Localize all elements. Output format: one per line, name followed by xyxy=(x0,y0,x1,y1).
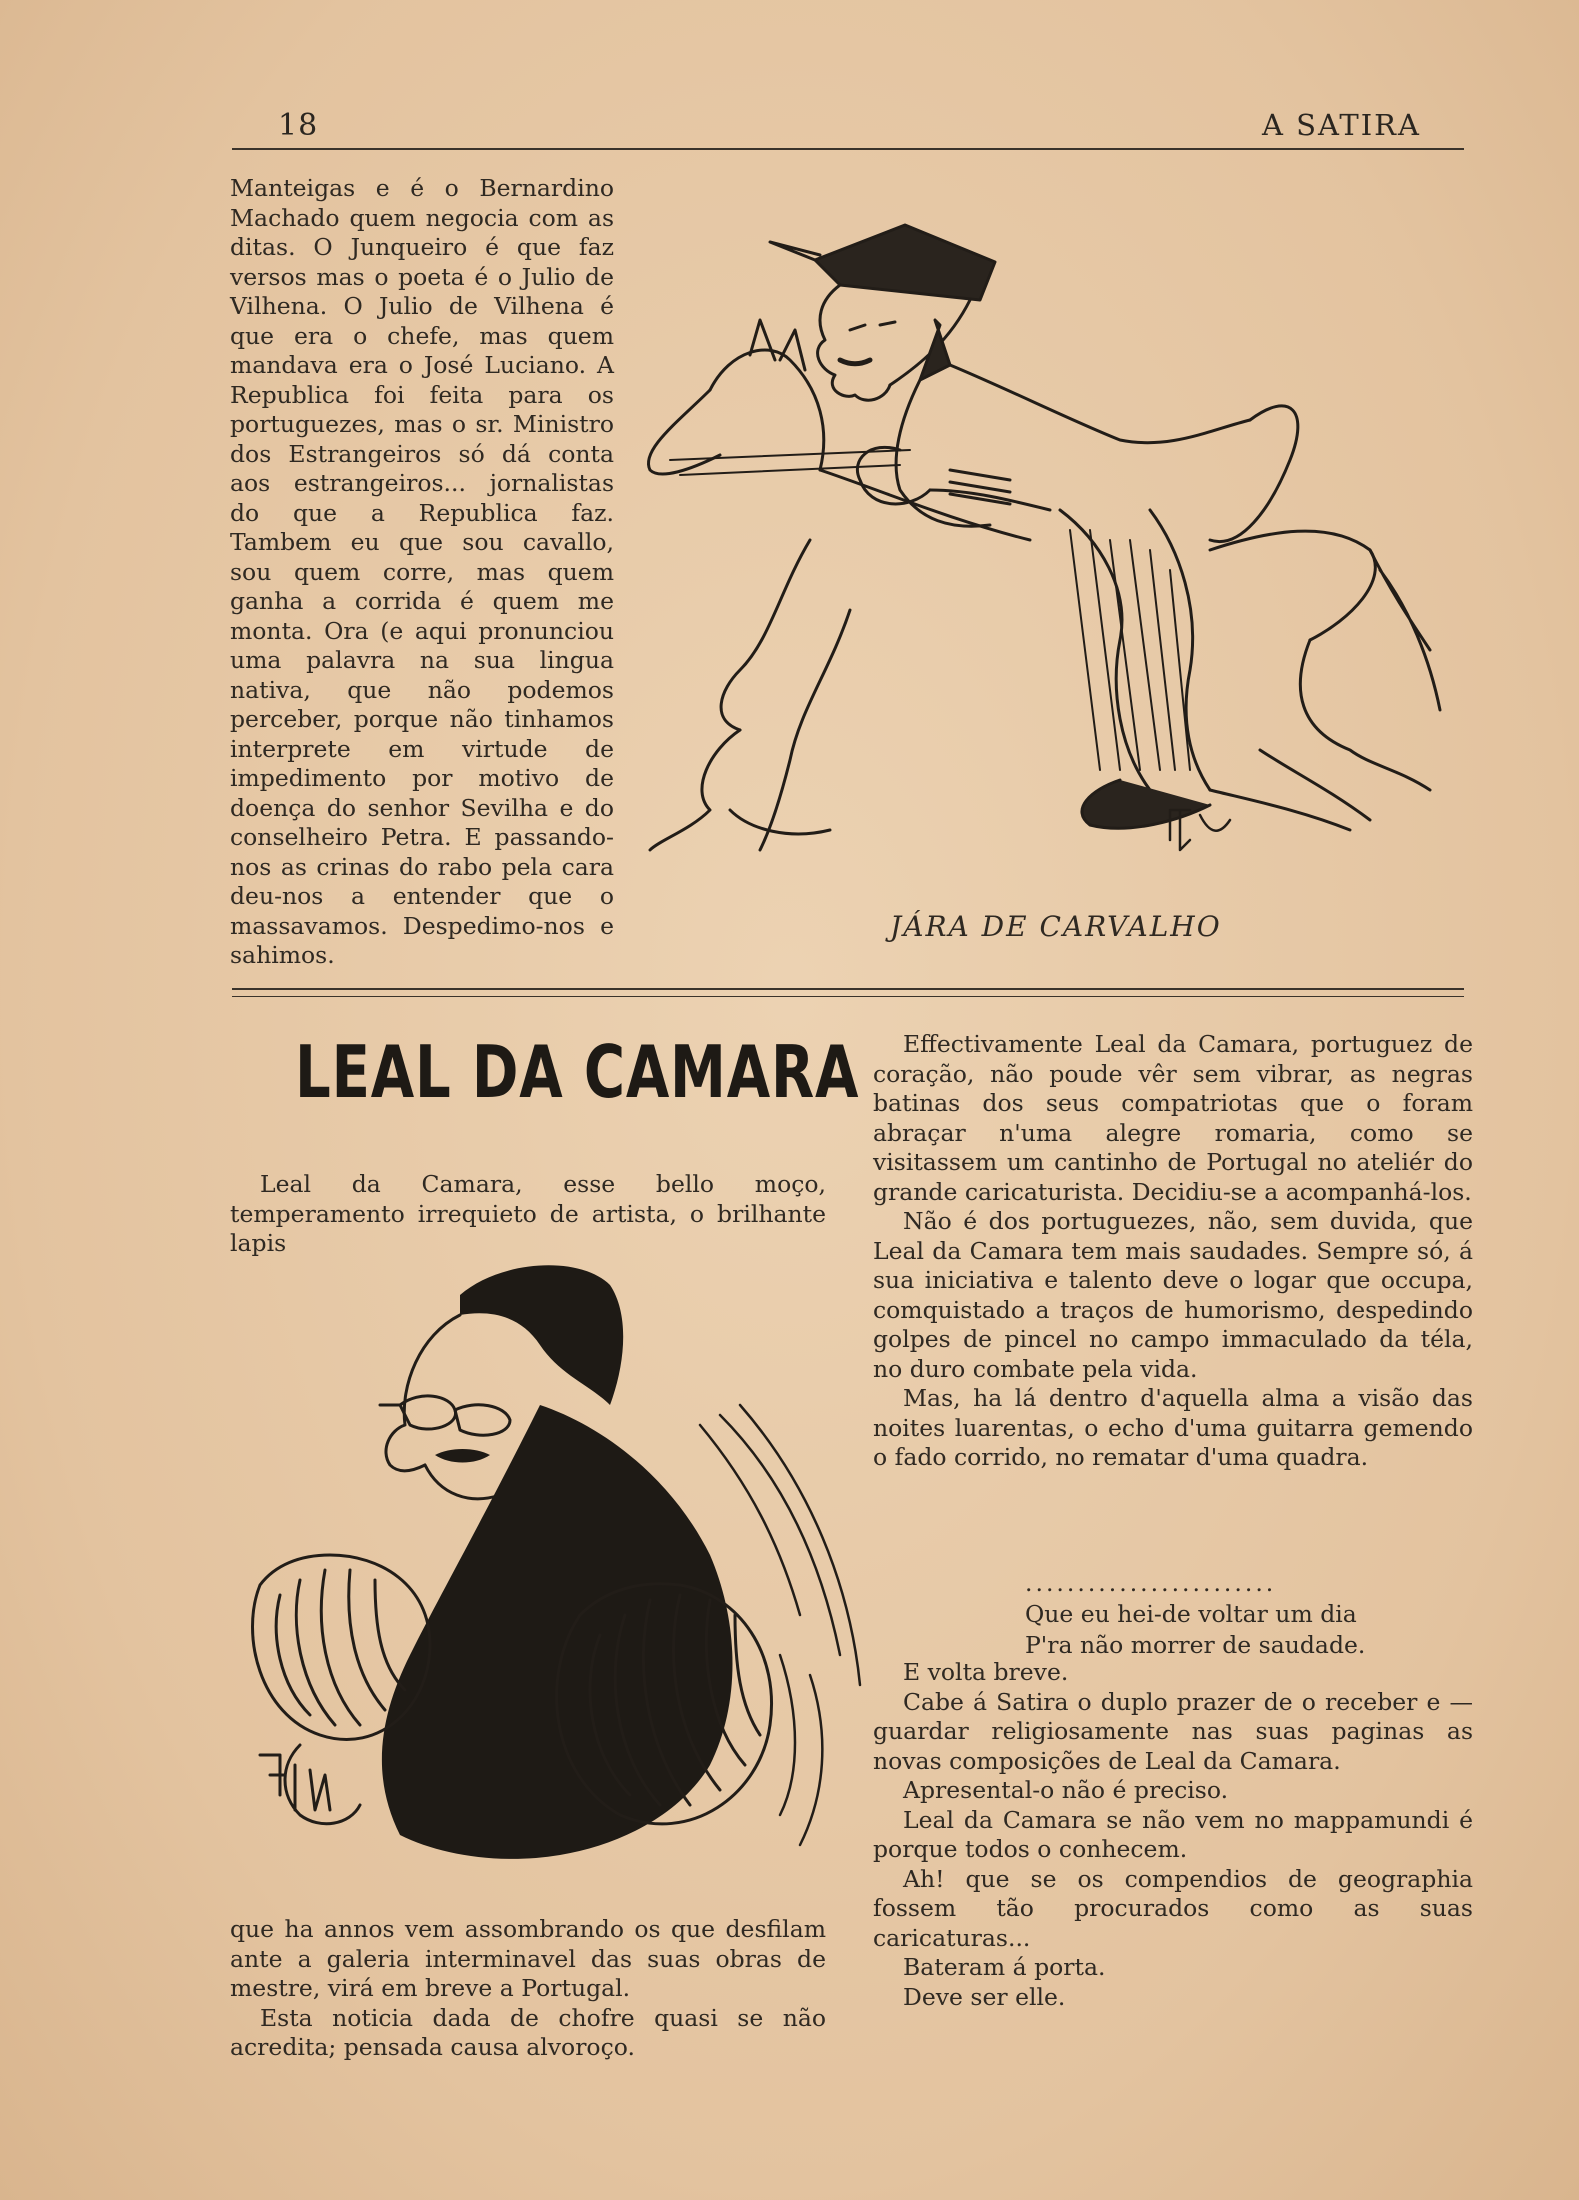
leal-da-camara-portrait xyxy=(240,1255,890,1875)
article-title: LEAL DA CAMARA xyxy=(295,1030,860,1114)
jockey-caricature xyxy=(650,190,1450,910)
page-number: 18 xyxy=(278,108,319,143)
article-right-upper xyxy=(873,1030,1473,1473)
verse-line: Que eu hei-de voltar um dia xyxy=(1025,1600,1357,1628)
left-continued-paragraph: que ha annos vem assombrando os que desfilam ante a galeria interminavel das suas obras de mestre, virá em breve a Portugal. xyxy=(230,1915,826,2002)
verse-line: P'ra não morrer de saudade. xyxy=(1025,1631,1366,1659)
right-lower-paragraph: Ah! que se os compendios de geographia fossem tão procurados como as suas caricaturas... xyxy=(873,1864,1473,1952)
left-continued-paragraph: Esta noticia dada de chofre quasi se não acredita; pensada causa alvoroço. xyxy=(230,2003,826,2061)
right-lower-paragraph: Bateram á porta. xyxy=(903,1953,1106,1981)
magazine-title: A SATIRA xyxy=(1262,108,1421,142)
article-left-continued xyxy=(230,1915,826,2063)
verse-block xyxy=(1025,1568,1365,1661)
header-rule xyxy=(232,148,1464,150)
right-paragraph: Effectivamente Leal da Camara, portuguez de coração, não poude vêr sem vibrar, as negras batinas dos seus compatriotas que o foram abraçar n'uma alegre romaria, como se visitassem um cantinho de Portugal no ateliér do grande caricaturista. Decidiu-se a acompanhá-los. xyxy=(873,1030,1473,1206)
article-left-intro xyxy=(230,1170,826,1259)
top-left-column xyxy=(230,174,614,971)
right-lower-paragraph: Apresental-o não é preciso. xyxy=(903,1776,1229,1804)
section-divider-bottom xyxy=(232,996,1464,997)
verse-dots: ........................ xyxy=(1025,1569,1277,1597)
right-lower-paragraph: Cabe á Satira o duplo prazer de o receber e — guardar religiosamente nas suas paginas as novas composições de Leal da Camara. xyxy=(873,1687,1473,1775)
right-lower-paragraph: Deve ser elle. xyxy=(903,1982,1066,2011)
right-lower-paragraph: Leal da Camara se não vem no mappamundi é porque todos o conhecem. xyxy=(873,1805,1473,1863)
section-divider-top xyxy=(232,988,1464,990)
right-lower-paragraph: E volta breve. xyxy=(903,1658,1069,1686)
top-column-paragraph: Manteigas e é o Bernardino Machado quem negocia com as ditas. O Junqueiro é que faz versos mas o poeta é o Julio de Vilhena. O Julio de Vilhena é que era o chefe, mas quem mandava era o José Luciano. A Republica foi feita para os portuguezes, mas o sr. Ministro dos Estrangeiros só dá conta aos estrangeiros... jornalistas do que a Republica faz. Tambem eu que sou cavallo, sou quem corre, mas quem ganha a corrida é quem me monta. Ora (e aqui pronunciou uma palavra na sua lingua nativa, que não podemos perceber, porque não tinhamos interprete em virtude de impedimento por motivo de doença do senhor Sevilha e do conselheiro Petra. E passando-nos as crinas do rabo pela cara deu-nos a entender que o massavamos. Despedimo-nos e sahimos. xyxy=(230,174,614,969)
article-right-lower xyxy=(873,1658,1473,2012)
caricature-caption: JÁRA DE CARVALHO xyxy=(890,910,1222,943)
right-paragraph: Não é dos portuguezes, não, sem duvida, que Leal da Camara tem mais saudades. Sempre só, á sua iniciativa e talento deve o logar que occupa, comquistado a traços de humorismo, despedindo golpes de pincel no campo immaculado da téla, no duro combate pela vida. xyxy=(873,1207,1473,1383)
right-paragraph: Mas, ha lá dentro d'aquella alma a visão das noites luarentas, o echo d'uma guitarra gemendo o fado corrido, no rematar d'uma quadra. xyxy=(873,1384,1473,1471)
left-intro-paragraph: Leal da Camara, esse bello moço, temperamento irrequieto de artista, o brilhante lapis xyxy=(230,1170,826,1257)
